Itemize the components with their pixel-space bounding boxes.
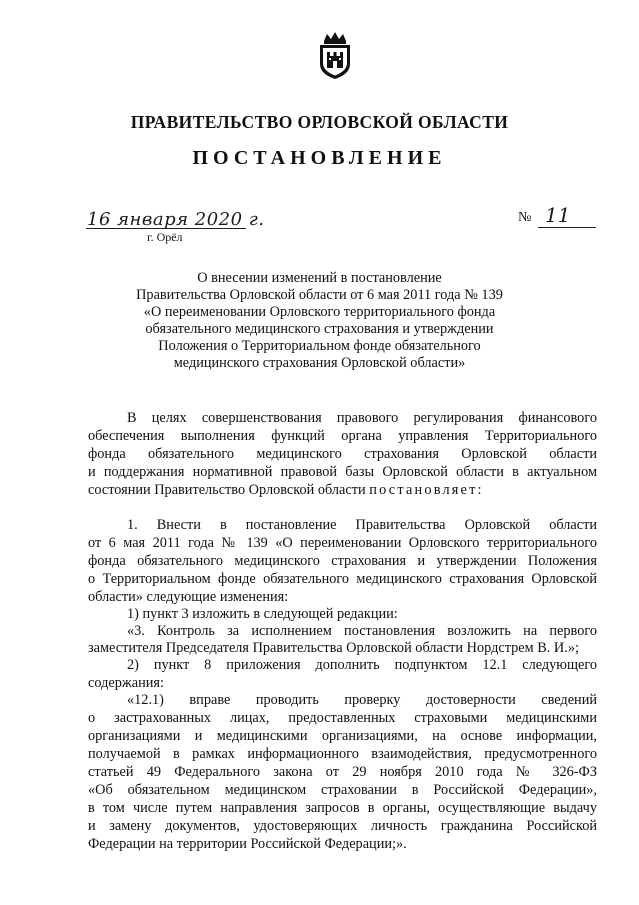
resolves-keyword: постановляет: <box>369 482 484 498</box>
body-line: в том числе путем направления запросов в органы, осуществляющие выдачу <box>88 800 597 816</box>
subject-line: Положения о Территориальном фонде обязательного <box>158 338 481 354</box>
document-city: г. Орёл <box>147 230 183 244</box>
subject-line: «О переименовании Орловского территориального фонда <box>143 304 496 320</box>
body-line: В целях совершенствования правового регулирования финансового <box>127 410 597 426</box>
body-line: «3. Контроль за исполнением постановления возложить на первого <box>127 623 597 639</box>
document-subject <box>0 270 639 372</box>
body-line: 2) пункт 8 приложения дополнить подпунктом 12.1 следующего <box>127 657 597 673</box>
number-underline <box>538 227 596 228</box>
body-line: 1) пункт 3 изложить в следующей редакции: <box>127 606 398 622</box>
date-underline <box>86 228 246 229</box>
number-label: № <box>518 210 532 225</box>
body-line: от 6 мая 2011 года № 139 «О переименовании Орловского территориального <box>88 535 597 551</box>
body-line: фонда обязательного медицинского страхования и утверждении Положения <box>88 553 597 569</box>
body-line: и замену документов, удостоверяющих личность гражданина Российской <box>88 818 597 834</box>
body-line: и поддержания нормативной правовой базы Орловской области в актуальном <box>88 464 597 480</box>
body-line: заместителя Председателя Правительства Орловской области Нордстрем В. И.»; <box>88 640 579 656</box>
document-number: 11 <box>545 203 571 227</box>
subject-line: О внесении изменений в постановление <box>197 270 442 286</box>
body-line <box>88 482 597 499</box>
body-line: о застрахованных лицах, предоставленных страховыми медицинскими <box>88 710 597 726</box>
body-line: получаемой в рамках информационного взаимодействия, предусмотренного <box>88 746 597 762</box>
document-date: 16 января 2020 г. <box>87 209 265 230</box>
organization-title: ПРАВИТЕЛЬСТВО ОРЛОВСКОЙ ОБЛАСТИ <box>130 112 509 132</box>
body-line: организациями и медицинскими организациями, на основе информации, <box>88 728 597 744</box>
orel-coat-of-arms-icon <box>316 32 354 80</box>
body-line: содержания: <box>88 675 164 691</box>
body-line: Федерации на территории Российской Федерации;». <box>88 836 407 852</box>
body-line: «Об обязательном медицинском страховании в Российской Федерации», <box>88 782 597 798</box>
body-line: «12.1) вправе проводить проверку достоверности сведений <box>127 692 597 708</box>
subject-line: Правительства Орловской области от 6 мая 2011 года № 139 <box>136 287 503 303</box>
body-line: 1. Внести в постановление Правительства Орловской области <box>127 517 597 533</box>
body-line: обеспечения выполнения функций органа управления Территориального <box>88 428 597 444</box>
preamble-last-text: состоянии Правительство Орловской области <box>88 482 370 498</box>
subject-line: медицинского страхования Орловской области» <box>173 355 466 371</box>
body-line: области» следующие изменения: <box>88 589 289 605</box>
body-line: о Территориальном фонде обязательного медицинского страхования Орловской <box>88 571 597 587</box>
body-line: фонда обязательного медицинского страхования Орловской области <box>88 446 597 462</box>
document-type-title: ПОСТАНОВЛЕНИЕ <box>192 147 447 169</box>
subject-line: обязательного медицинского страхования и утверждении <box>145 321 494 337</box>
body-line: статьей 49 Федерального закона от 29 ноября 2010 года № 326-ФЗ <box>88 764 597 780</box>
